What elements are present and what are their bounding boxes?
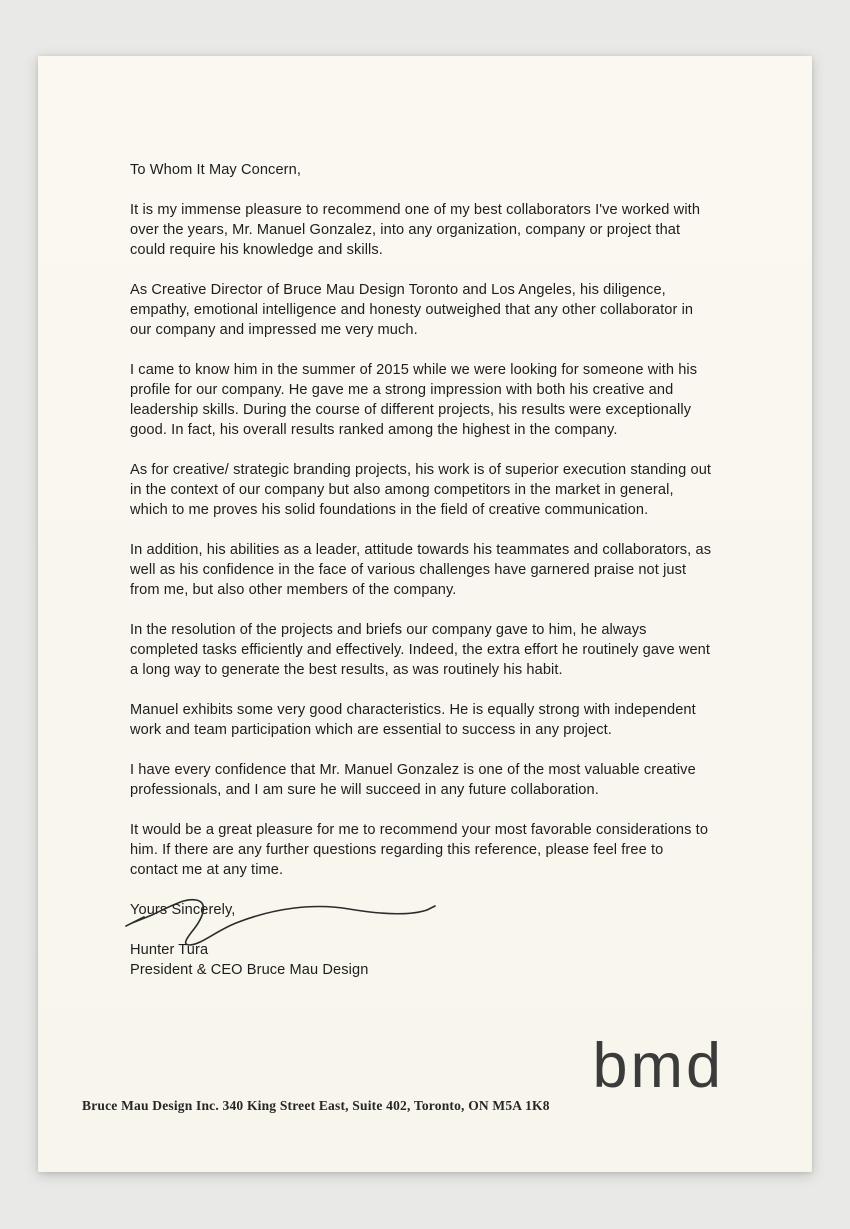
letter-paragraph: In addition, his abilities as a leader, attitude towards his teammates and collaborators, as well as his confidence in the face of various challenges have garnered praise not just from me, but also other members of the company.	[130, 542, 712, 598]
letter-paragraph: It would be a great pleasure for me to recommend your most favorable considerations to him. If there are any further questions regarding this reference, please feel free to contact me at any time.	[130, 822, 709, 878]
footer-address: Bruce Mau Design Inc. 340 King Street East, Suite 402, Toronto, ON M5A 1K8	[82, 1098, 550, 1113]
bmd-logo: bmd	[592, 1031, 724, 1101]
letter-paragraph: As Creative Director of Bruce Mau Design Toronto and Los Angeles, his diligence, empathy, emotional intelligence and honesty outweighed that any other collaborator in our company and impressed me very much.	[130, 282, 694, 338]
signatory-title: President & CEO Bruce Mau Design	[130, 962, 369, 978]
letter-paragraph: It is my immense pleasure to recommend one of my best collaborators I've worked with over the years, Mr. Manuel Gonzalez, into any organization, company or project that could require his knowledge and skills.	[130, 202, 701, 258]
letter-body	[130, 160, 712, 980]
letter-paragraph: I have every confidence that Mr. Manuel Gonzalez is one of the most valuable creative professionals, and I am sure he will succeed in any future collaboration.	[130, 762, 696, 798]
closing-block	[130, 900, 712, 980]
letter-page	[38, 56, 812, 1172]
signatory-name: Hunter Tura	[130, 942, 209, 958]
letter-paragraph: As for creative/ strategic branding projects, his work is of superior execution standing out in the context of our company but also among competitors in the market in general, which to me proves his solid foundations in the field of creative communication.	[130, 462, 712, 518]
letter-paragraph: Manuel exhibits some very good characteristics. He is equally strong with independent work and team participation which are essential to success in any project.	[130, 702, 696, 738]
letter-paragraph: I came to know him in the summer of 2015 while we were looking for someone with his profile for our company. He gave me a strong impression with both his creative and leadership skills. During the course of different projects, his results were exceptionally good. In fact, his overall results ranked among the highest in the company.	[130, 362, 698, 438]
closing-salutation: Yours Sincerely,	[130, 902, 236, 918]
salutation: To Whom It May Concern,	[130, 162, 301, 178]
letter-paragraph: In the resolution of the projects and briefs our company gave to him, he always completed tasks efficiently and effectively. Indeed, the extra effort he routinely gave went a long way to generate the best results, as was routinely his habit.	[130, 622, 711, 678]
